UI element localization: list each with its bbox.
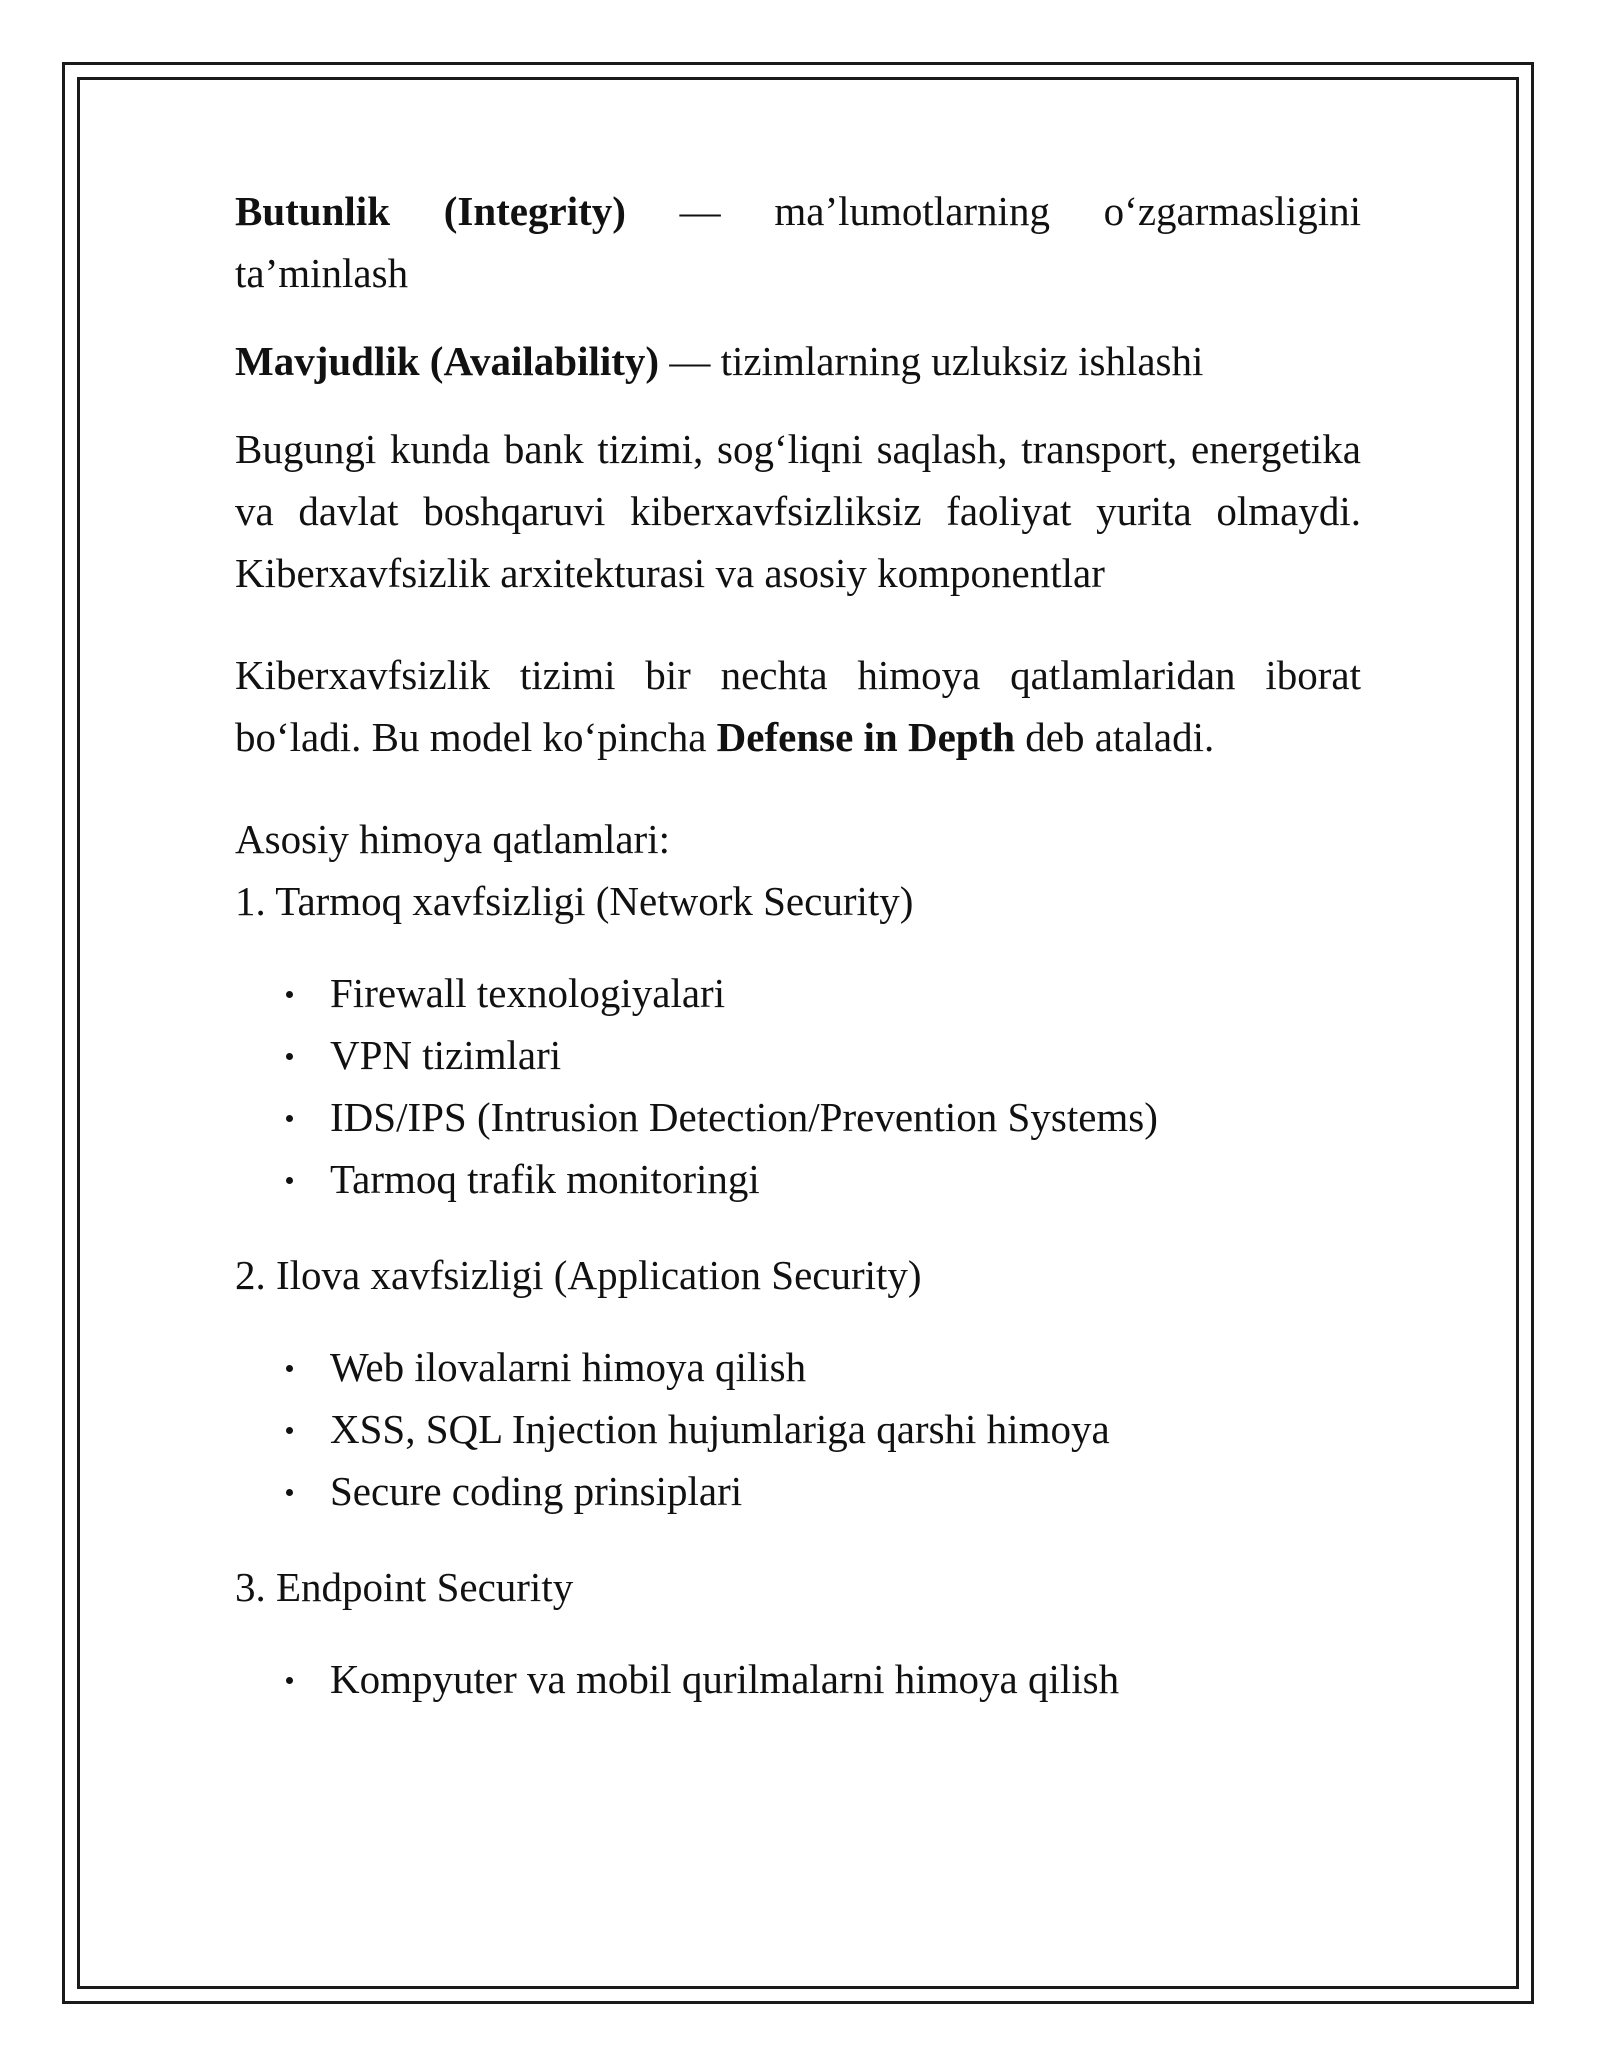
list-item: IDS/IPS (Intrusion Detection/Prevention Systems) xyxy=(330,1086,1361,1148)
integrity-paragraph xyxy=(235,180,1361,304)
defense-text-after: deb ataladi. xyxy=(1015,714,1215,760)
availability-text: — tizimlarning uzluksiz ishlashi xyxy=(659,338,1204,384)
layers-title: Asosiy himoya qatlamlari: xyxy=(235,816,670,862)
defense-text-before: Kiberxavfsizlik tizimi bir nechta himoya qatlamlaridan iborat bo‘ladi. Bu model ko‘pincha xyxy=(235,652,1361,760)
today-paragraph: Bugungi kunda bank tizimi, sog‘liqni saqlash, transport, energetika va davlat boshqaruvi kiberxavfsizliksiz faoliyat yurita olmaydi. Kiberxavfsizlik arxitekturasi va asosiy komponentlar xyxy=(235,426,1361,596)
list-item: XSS, SQL Injection hujumlariga qarshi himoya xyxy=(330,1398,1361,1460)
application-security-list xyxy=(235,1336,1361,1522)
list-item: VPN tizimlari xyxy=(330,1024,1361,1086)
list-item: Firewall texnologiyalari xyxy=(330,962,1361,1024)
endpoint-security-list xyxy=(235,1648,1361,1710)
list-item: Tarmoq trafik monitoringi xyxy=(330,1148,1361,1210)
list-item: Kompyuter va mobil qurilmalarni himoya qilish xyxy=(330,1648,1361,1710)
section-title-application: 2. Ilova xavfsizligi (Application Security) xyxy=(235,1252,922,1298)
network-security-list xyxy=(235,962,1361,1210)
availability-term: Mavjudlik (Availability) xyxy=(235,338,660,384)
list-item: Web ilovalarni himoya qilish xyxy=(330,1336,1361,1398)
defense-paragraph xyxy=(235,644,1361,768)
section-title-endpoint: 3. Endpoint Security xyxy=(235,1564,574,1610)
availability-paragraph xyxy=(235,330,1361,392)
defense-in-depth-term: Defense in Depth xyxy=(716,714,1016,760)
integrity-text: — ma’lumotlarning o‘zgarmasligini ta’minlash xyxy=(235,188,1361,296)
section-title-network: 1. Tarmoq xavfsizligi (Network Security) xyxy=(235,878,914,924)
integrity-term: Butunlik (Integrity) xyxy=(235,188,626,234)
list-item: Secure coding prinsiplari xyxy=(330,1460,1361,1522)
document-body xyxy=(235,180,1361,1744)
